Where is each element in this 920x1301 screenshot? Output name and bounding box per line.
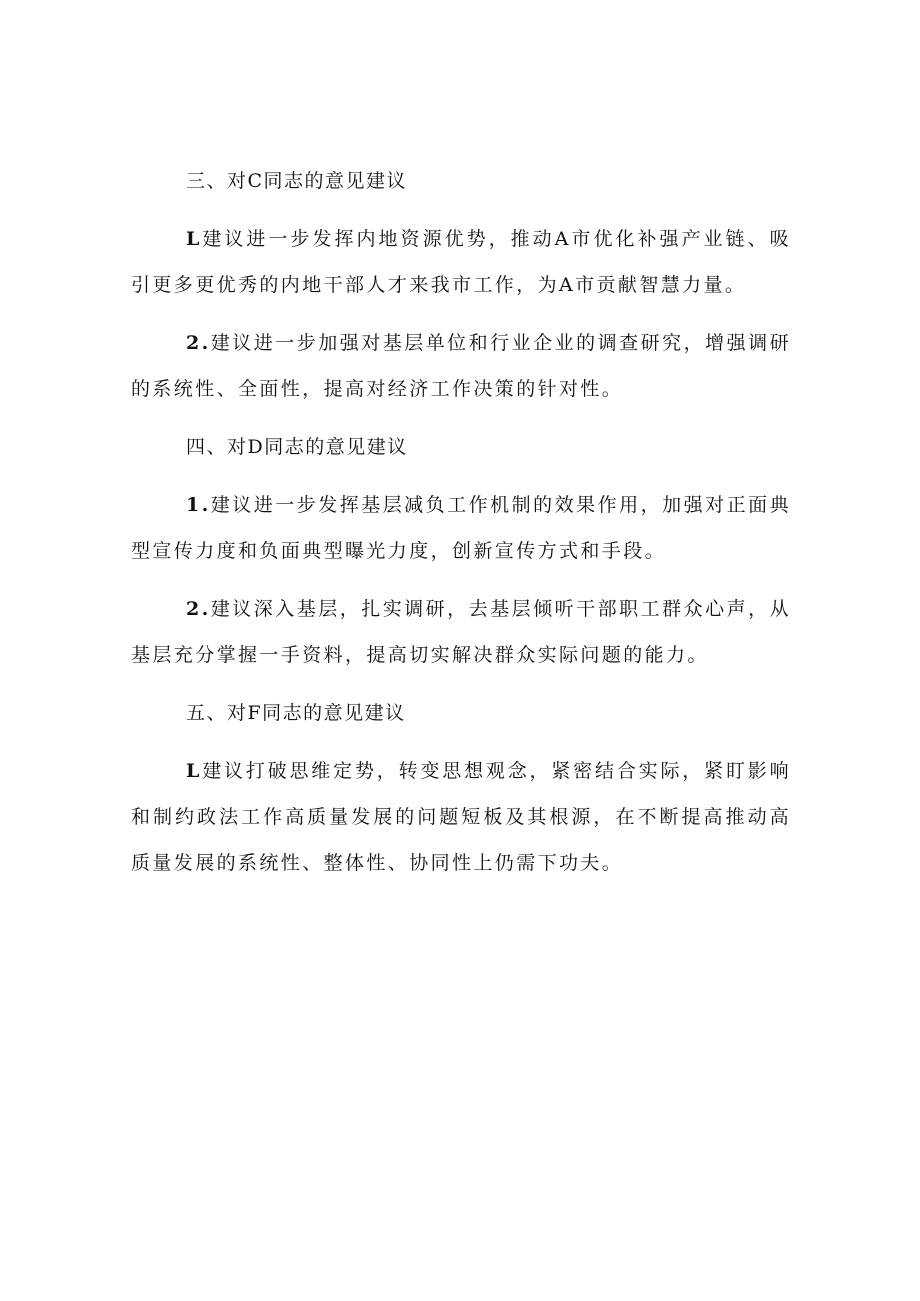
paragraph-text: 建议深入基层，扎实调研，去基层倾听干部职工群众心声，从基层充分掌握一手资料，提高切实解决群众实际问题的能力。	[131, 598, 791, 666]
paragraph-text: 建议打破思维定势，转变思想观念，紧密结合实际，紧盯影响和制约政法工作高质量发展的问题短板及其根源，在不断提高推动高质量发展的系统性、整体性、协同性上仍需下功夫。	[131, 760, 791, 874]
paragraph-text: 建议进一步发挥内地资源优势，推动A市优化补强产业链、吸引更多更优秀的内地干部人才来我市工作，为A市贡献智慧力量。	[131, 228, 791, 296]
section-heading-d: 四、对D同志的意见建议	[186, 436, 408, 458]
item-number: 2.	[186, 332, 211, 354]
paragraph-d-1	[131, 482, 791, 574]
section-heading-c: 三、对C同志的意见建议	[186, 170, 408, 192]
document-body	[131, 158, 791, 886]
section-heading-f: 五、对F同志的意见建议	[186, 702, 406, 724]
paragraph-c-1	[131, 216, 791, 308]
item-number: 1.	[186, 494, 211, 516]
paragraph-c-2	[131, 320, 791, 412]
paragraph-text: 建议进一步加强对基层单位和行业企业的调查研究，增强调研的系统性、全面性，提高对经济工作决策的针对性。	[131, 332, 791, 400]
item-number: L	[186, 228, 202, 250]
paragraph-text: 建议进一步发挥基层减负工作机制的效果作用，加强对正面典型宣传力度和负面典型曝光力度，创新宣传方式和手段。	[131, 494, 791, 562]
paragraph-f-1	[131, 748, 791, 886]
item-number: L	[186, 760, 202, 782]
item-number: 2.	[186, 598, 211, 620]
paragraph-d-2	[131, 586, 791, 678]
